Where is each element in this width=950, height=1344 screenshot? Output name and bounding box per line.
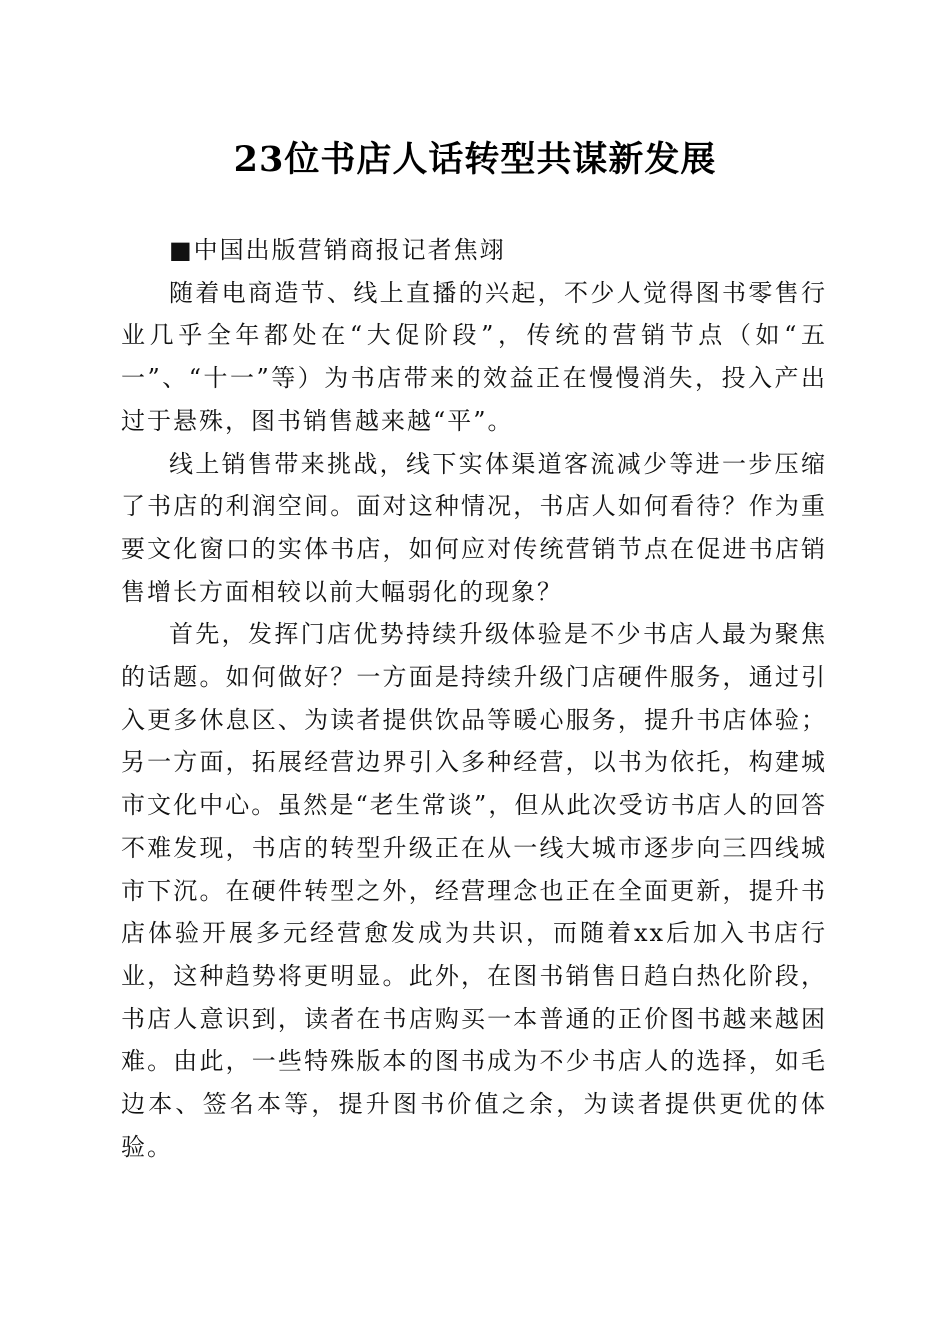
paragraph-3: 首先，发挥门店优势持续升级体验是不少书店人最为聚焦的话题。如何做好？一方面是持续升级门店硬件服务，通过引入更多休息区、为读者提供饮品等暖心服务，提升书店体验；另一方面，拓展经营边界引入多种经营，以书为依托，构建城市文化中心。虽然是“老生常谈”，但从此次受访书店人的回答不难发现，书店的转型升级正在从一线大城市逐步向三四线城市下沉。在硬件转型之外，经营理念也正在全面更新，提升书店体验开展多元经营愈发成为共识，而随着xx后加入书店行业，这种趋势将更明显。此外，在图书销售日趋白热化阶段，书店人意识到，读者在书店购买一本普通的正价图书越来越困难。由此，一些特殊版本的图书成为不少书店人的选择，如毛边本、签名本等，提升图书价值之余，为读者提供更优的体验。 — [121, 620, 827, 1161]
document-title: 23位书店人话转型共谋新发展 — [233, 139, 717, 180]
paragraph-2: 线上销售带来挑战，线下实体渠道客流减少等进一步压缩了书店的利润空间。面对这种情况，书店人如何看待？作为重要文化窗口的实体书店，如何应对传统营销节点在促进书店销售增长方面相较以前大幅弱化的现象？ — [121, 449, 827, 606]
paragraph-1: 随着电商造节、线上直播的兴起，不少人觉得图书零售行业几乎全年都处在“大促阶段”，传统的营销节点（如“五一”、“十一”等）为书店带来的效益正在慢慢消失，投入产出过于悬殊，图书销售越来越“平”。 — [121, 278, 827, 435]
byline: ■中国出版营销商报记者焦翊 — [169, 236, 506, 264]
article-body — [121, 229, 827, 1168]
